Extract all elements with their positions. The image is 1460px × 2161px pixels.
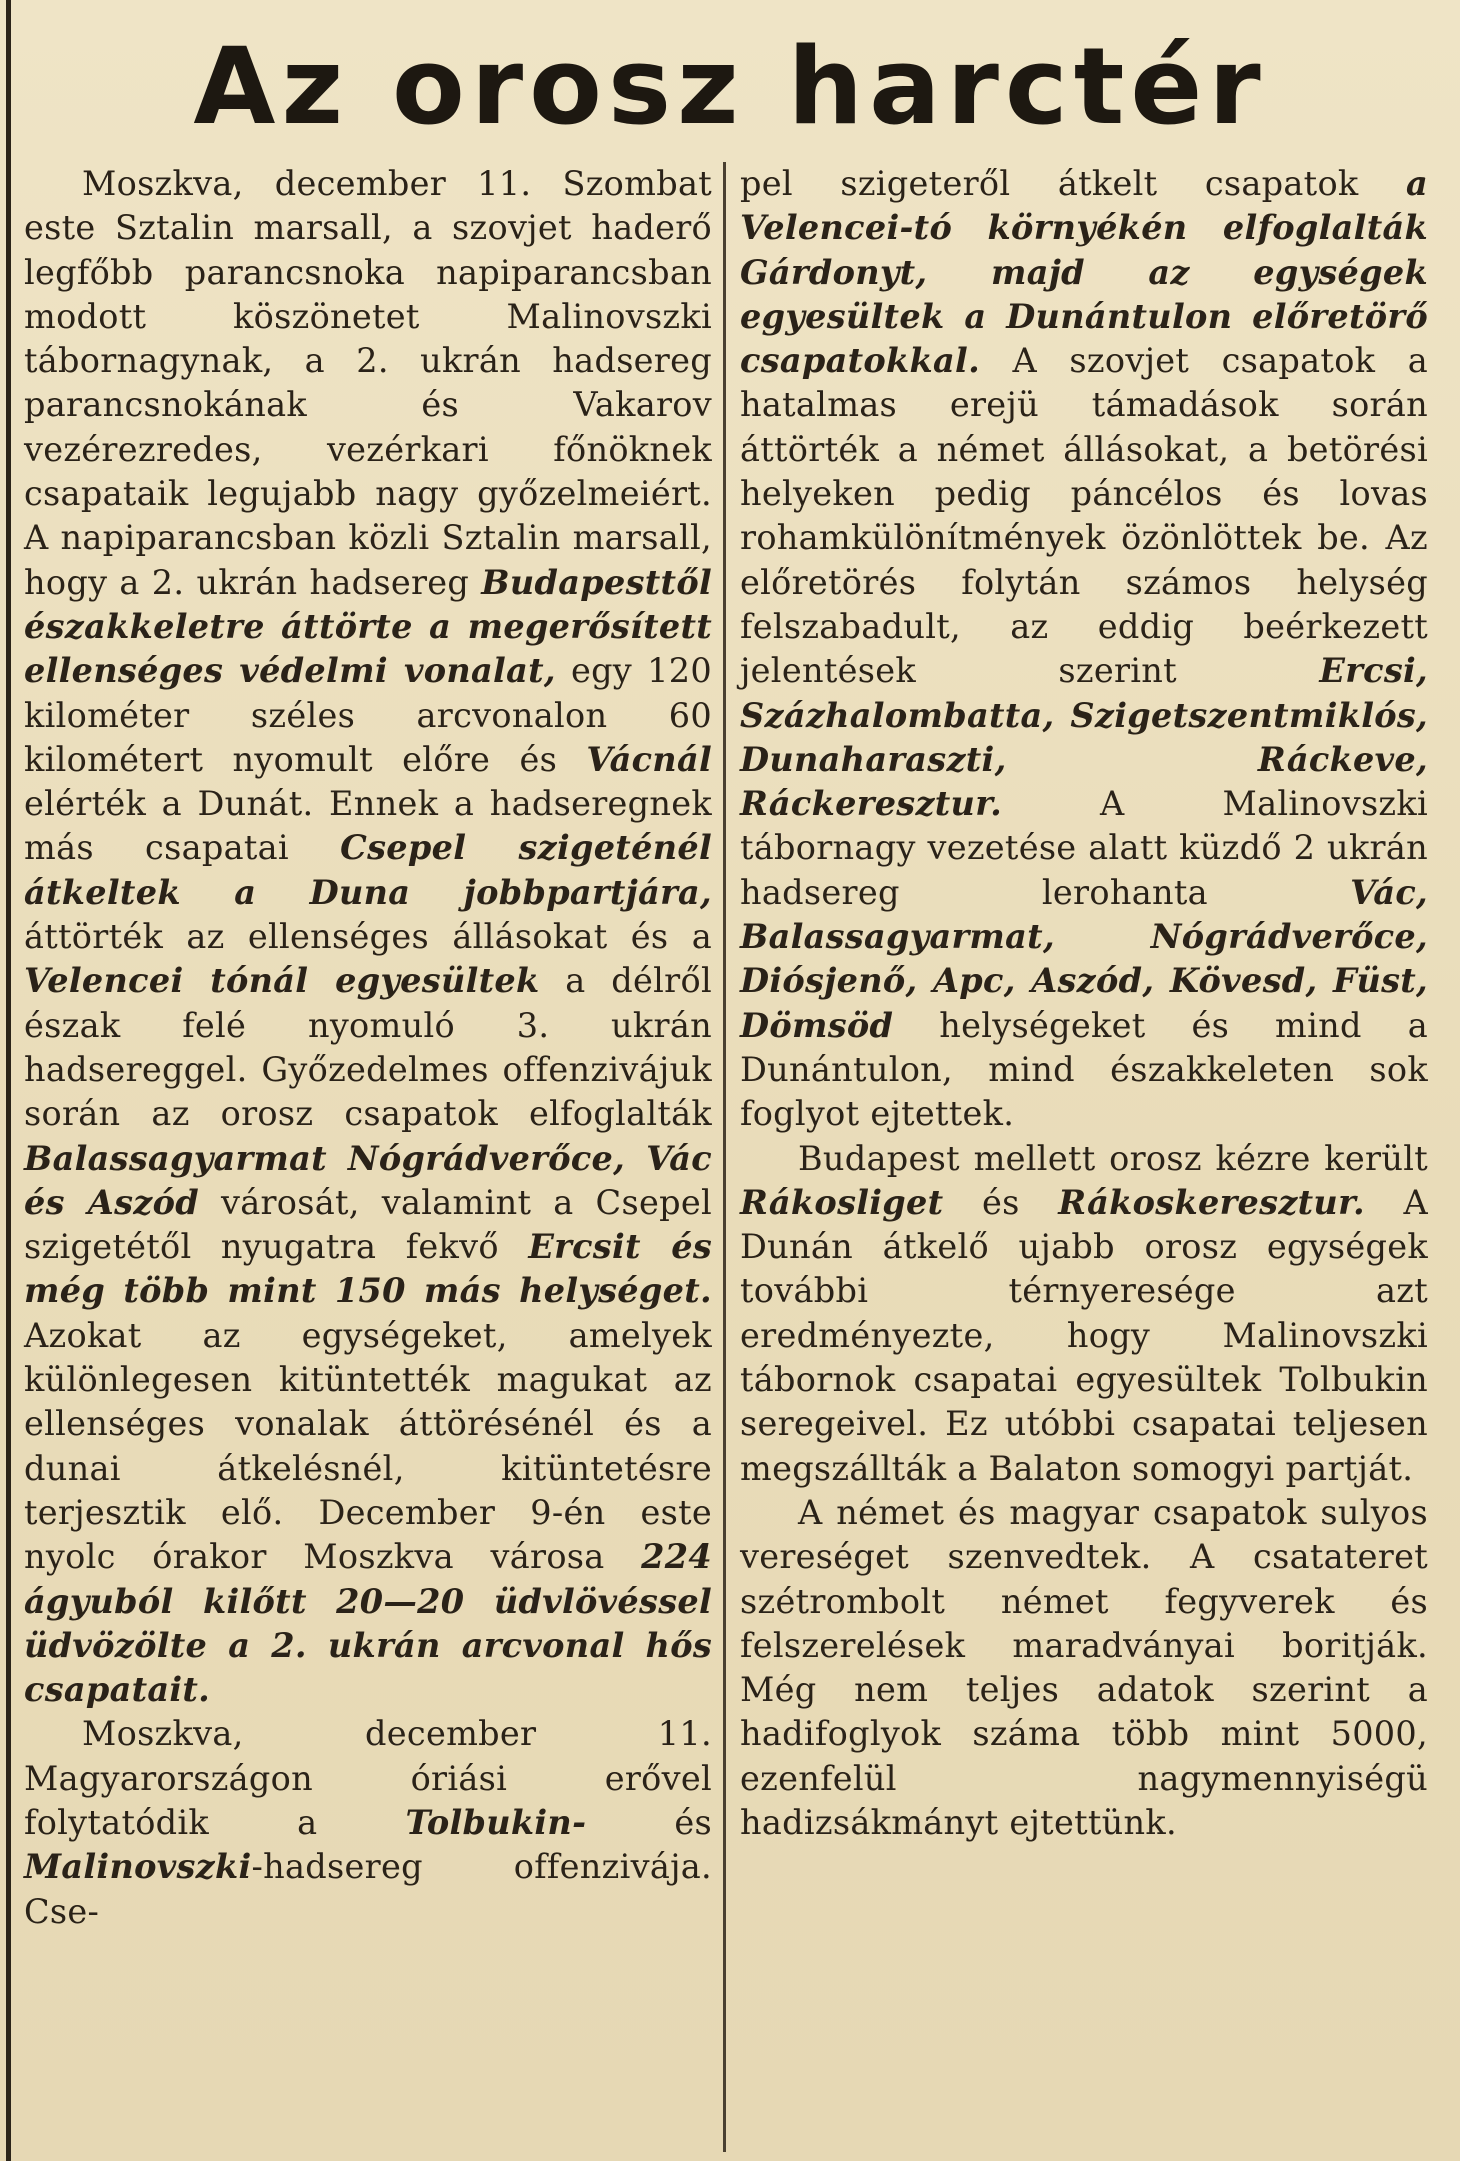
italic-run: 224 ágyuból kilőtt 20—20 üdvlövéssel üdvözölte a 2. ukrán arcvonal hős csapatait. (24, 1537, 712, 1710)
italic-run: Rákosliget (740, 1182, 944, 1222)
text-run: -hadsereg offenzivája. Cse- (24, 1847, 712, 1931)
italic-run: Rákoskeresztur. (1058, 1182, 1365, 1222)
text-run: A szovjet csapatok a hatalmas erejü támadások során áttörték a német állásokat, a betörési helyeken pedig páncélos és lovas rohamkülönítmények özönlöttek be. Az előretörés folytán számos helység felszabadult, az eddig beérkezett jelentések szerint (740, 341, 1428, 691)
left-column (24, 162, 712, 2152)
left-paragraph-1 (24, 162, 712, 1712)
text-run: és (943, 1182, 1059, 1222)
text-run: Moszkva, december 11. Magyarországon óriási erővel folytatódik a (24, 1714, 712, 1842)
text-run: Budapest mellett orosz kézre került (798, 1138, 1428, 1178)
left-paragraph-2 (24, 1712, 712, 1933)
right-paragraph-2 (740, 1137, 1428, 1491)
column-divider (723, 162, 726, 2152)
italic-run: Malinovszki (24, 1847, 252, 1887)
italic-run: Budapesttől északkeletre áttörte a megerősített ellenséges védelmi vonalat, (24, 562, 712, 691)
article-title: Az orosz harctér (193, 25, 1267, 148)
right-paragraph-1 (740, 162, 1428, 1137)
text-run: áttörték az ellenséges állásokat és a (24, 917, 712, 957)
text-run: egy 120 kilométer széles arcvonalon 60 kilométert nyomult előre és (24, 651, 712, 779)
text-run: városát, valamint a Csepel szigetétől nyugatra fekvő (24, 1182, 712, 1267)
right-column (740, 162, 1428, 2152)
text-run: és (586, 1802, 712, 1842)
text-run: A Malinovszki tábornagy vezetése alatt küzdő 2 ukrán hadsereg lerohanta (740, 784, 1428, 912)
italic-run: Velencei tónál egyesültek (24, 961, 540, 1001)
right-paragraph-3 (740, 1491, 1428, 1845)
left-border-rule (6, 0, 11, 2161)
text-run: helységeket és mind a Dunántulon, mind északkeleten sok foglyot ejtettek. (740, 1005, 1428, 1134)
text-run: pel szigeteről átkelt csapatok (740, 164, 1406, 203)
italic-run: Tolbukin- (405, 1802, 587, 1842)
text-run: a délről észak felé nyomuló 3. ukrán hadsereggel. Győzedelmes offenzivájuk során az orosz csapatok elfoglalták (24, 961, 712, 1134)
italic-run: Csepel szigeténél átkeltek a Duna jobbpartjára, (24, 828, 712, 912)
italic-run: Ercsit és még több mint 150 más helységet. (24, 1227, 713, 1311)
italic-run: Balassagyarmat Nógrádverőce, Vác és Aszód (24, 1138, 712, 1222)
italic-run: Vácnál (586, 739, 712, 779)
text-run: Azokat az egységeket, amelyek különlegesen kitüntették magukat az ellenséges vonalak áttörésénél és a dunai átkelésnél, kitüntetésre terjesztik elő. December 9-én este nyolc órakor Moszkva városa (24, 1315, 712, 1577)
text-run: Moszkva, december 11. Szombat este Sztalin marsall, a szovjet haderő legfőbb parancsnoka napiparancsban modott köszönetet Malinovszki tábornagynak, a 2. ukrán hadsereg parancsnokának és Vakarov vezérezredes, vezérkari főnöknek csapataik legujabb nagy győzelmeiért. A napiparancsban közli Sztalin marsall, hogy a 2. ukrán hadsereg (24, 164, 712, 602)
text-run: A Dunán átkelő ujabb orosz egységek további térnyeresége azt eredményezte, hogy Malinovszki tábornok csapatai egyesültek Tolbukin seregeivel. Ez utóbbi csapatai teljesen megszállták a Balaton somogyi partját. (740, 1182, 1428, 1488)
italic-run: Ercsi, Százhalombatta, Szigetszentmiklós, Dunaharaszti, Ráckeve, Ráckeresztur. (740, 651, 1428, 824)
italic-run: Vác, Balassagyarmat, Nógrádverőce, Diósjenő, Apc, Aszód, Kövesd, Füst, Dömsöd (740, 872, 1428, 1045)
text-run: A német és magyar csapatok sulyos vereséget szenvedtek. A csatateret szétrombolt német fegyverek és felszerelések maradványai boritják. Még nem teljes adatok szerint a hadifoglyok száma több mint 5000, ezenfelül nagymennyiségü hadizsákmányt ejtettünk. (740, 1492, 1428, 1842)
italic-run: a Velencei-tó környékén elfoglalták Gárdonyt, majd az egységek egyesültek a Dunántulon előretörő csapatokkal. (740, 164, 1428, 381)
text-run: elérték a Dunát. Ennek a hadseregnek más csapatai (24, 784, 712, 868)
